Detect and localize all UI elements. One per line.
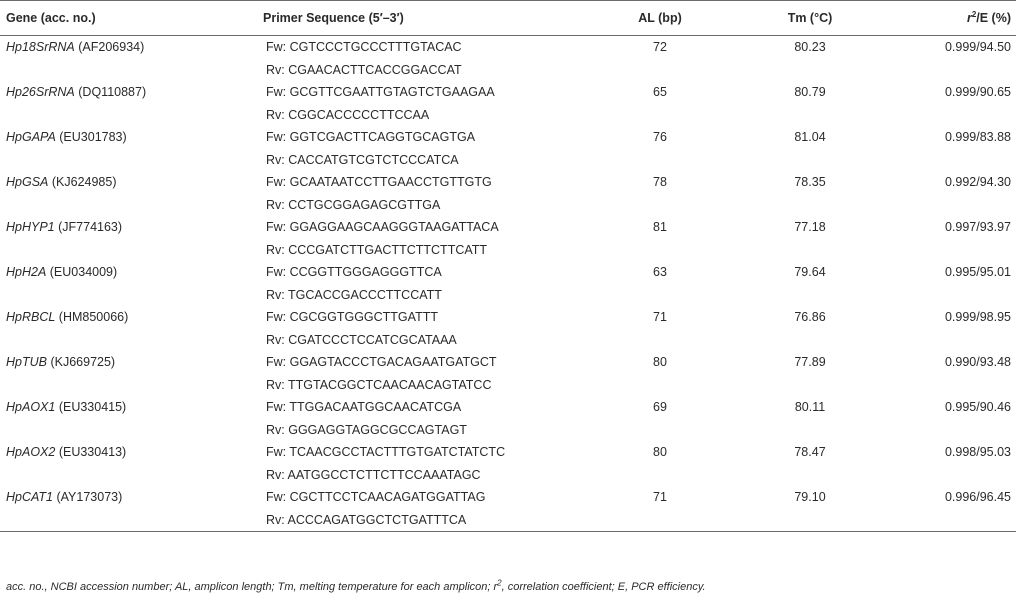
gene-cell [0,216,257,239]
empty-cell [890,59,1016,82]
table-row-fw [0,261,1016,284]
empty-cell [890,104,1016,127]
empty-cell [890,509,1016,532]
r2-efficiency: 0.990/93.48 [944,355,1011,370]
accession-number: (HM850066) [55,310,129,325]
header-al: AL (bp) [590,1,730,36]
header-row [0,1,1016,36]
accession-number: (AF206934) [74,40,145,55]
empty-cell [0,374,257,397]
reverse-primer: Rv: CGATCCCTCCATCGCATAAA [266,332,457,347]
table-row-rv [0,284,1016,307]
empty-cell [730,104,890,127]
forward-primer: Fw: GGAGTACCCTGACAGAATGATGCT [266,355,497,370]
table-row-fw [0,396,1016,419]
table-row-rv [0,329,1016,352]
melting-temperature: 78.47 [794,445,826,460]
table-row-fw [0,171,1016,194]
empty-cell [0,464,257,487]
accession-number: (EU330413) [55,445,127,460]
empty-cell [0,194,257,217]
empty-cell [890,194,1016,217]
header-r2e [890,1,1016,36]
reverse-primer: Rv: CACCATGTCGTCTCCCATCA [266,152,459,167]
gene-cell [0,396,257,419]
table-row-fw [0,351,1016,374]
empty-cell [590,284,730,307]
empty-cell [590,464,730,487]
empty-cell [590,329,730,352]
table-row-fw [0,81,1016,104]
table-row-fw [0,441,1016,464]
empty-cell [890,239,1016,262]
header-primer: Primer Sequence (5′–3′) [257,1,590,36]
gene-cell [0,486,257,509]
table-row-fw [0,306,1016,329]
forward-primer: Fw: CGCTTCCTCAACAGATGGATTAG [266,490,486,505]
gene-cell [0,171,257,194]
amplicon-length: 76 [653,130,667,145]
gene-name: HpRBCL [6,310,56,325]
empty-cell [0,104,257,127]
gene-cell [0,261,257,284]
empty-cell [0,329,257,352]
accession-number: (AY173073) [53,490,123,505]
forward-primer: Fw: GCAATAATCCTTGAACCTGTTGTG [266,175,492,190]
amplicon-length: 71 [653,310,667,325]
empty-cell [730,149,890,172]
reverse-primer: Rv: CCTGCGGAGAGCGTTGA [266,197,441,212]
forward-primer: Fw: CCGGTTGGGAGGGTTCA [266,265,442,280]
empty-cell [890,464,1016,487]
gene-name: HpAOX1 [6,400,56,415]
gene-cell [0,81,257,104]
header-tm: Tm (°C) [730,1,890,36]
r2-efficiency: 0.992/94.30 [944,175,1011,190]
empty-cell [590,239,730,262]
table-row-rv [0,149,1016,172]
melting-temperature: 76.86 [794,310,826,325]
reverse-primer: Rv: CGGCACCCCCTTCCAA [266,107,430,122]
gene-cell [0,441,257,464]
accession-number: (JF774163) [54,220,123,235]
empty-cell [590,194,730,217]
header-gene: Gene (acc. no.) [0,1,257,36]
empty-cell [730,239,890,262]
amplicon-length: 69 [653,400,667,415]
empty-cell [590,509,730,532]
gene-cell [0,306,257,329]
melting-temperature: 78.35 [794,175,826,190]
empty-cell [590,374,730,397]
footnote-text-part2: , correlation coefficient; E, PCR efficiency. [501,581,706,593]
reverse-primer: Rv: TGCACCGACCCTTCCATT [266,287,442,302]
gene-name: Hp26SrRNA [6,85,75,100]
reverse-primer: Rv: CCCGATCTTGACTTCTTCTTCATT [266,242,488,257]
forward-primer: Fw: TTGGACAATGGCAACATCGA [266,400,462,415]
amplicon-length: 80 [653,445,667,460]
empty-cell [730,509,890,532]
gene-name: HpCAT1 [6,490,54,505]
empty-cell [890,419,1016,442]
forward-primer: Fw: GGAGGAAGCAAGGGTAAGATTACA [266,220,499,235]
r2-efficiency: 0.999/94.50 [944,40,1011,55]
reverse-primer: Rv: GGGAGGTAGGCGCCAGTAGT [266,422,467,437]
empty-cell [730,284,890,307]
forward-primer: Fw: TCAACGCCTACTTTGTGATCTATCTC [266,445,506,460]
table-row-rv [0,104,1016,127]
reverse-primer: Rv: ACCCAGATGGCTCTGATTTCA [257,509,590,532]
melting-temperature: 79.10 [794,490,826,505]
gene-name: HpGAPA [6,130,56,145]
gene-name: Hp18SrRNA [6,40,75,55]
r2-efficiency: 0.999/83.88 [944,130,1011,145]
amplicon-length: 71 [653,490,667,505]
empty-cell [730,464,890,487]
table-row-fw [0,216,1016,239]
r2-efficiency: 0.995/95.01 [944,265,1011,280]
amplicon-length: 81 [653,220,667,235]
melting-temperature: 77.89 [794,355,826,370]
empty-cell [590,149,730,172]
r2-efficiency: 0.999/98.95 [944,310,1011,325]
accession-number: (EU034009) [46,265,118,280]
accession-number: (KJ669725) [46,355,116,370]
table-row-fw [0,486,1016,509]
melting-temperature: 77.18 [794,220,826,235]
gene-name: HpAOX2 [6,445,56,460]
forward-primer: Fw: GCGTTCGAATTGTAGTCTGAAGAA [266,85,495,100]
table-row-rv [0,194,1016,217]
accession-number: (EU301783) [55,130,127,145]
header-r2-symbol: r [966,11,972,25]
gene-cell [0,36,257,59]
accession-number: (KJ624985) [48,175,117,190]
reverse-primer: Rv: AATGGCCTCTTCTTCCAAATAGC [266,467,481,482]
amplicon-length: 78 [653,175,667,190]
accession-number: (DQ110887) [74,85,147,100]
table-row-rv [0,419,1016,442]
amplicon-length: 65 [653,85,667,100]
gene-cell [0,351,257,374]
empty-cell [890,149,1016,172]
empty-cell [590,104,730,127]
footnote-text-part1: acc. no., NCBI accession number; AL, amplicon length; Tm, melting temperature for each amplicon; r [6,581,498,593]
empty-cell [590,59,730,82]
footnote-superscript: 2 [497,578,502,588]
empty-cell [890,284,1016,307]
table-row-fw [0,36,1016,59]
melting-temperature: 79.64 [794,265,826,280]
empty-cell [0,239,257,262]
table-row-rv [0,509,1016,532]
amplicon-length: 63 [653,265,667,280]
empty-cell [0,149,257,172]
r2-efficiency: 0.997/93.97 [944,220,1011,235]
table-body [0,36,1016,532]
table-footnote [6,578,706,593]
reverse-primer: Rv: TTGTACGGCTCAACAACAGTATCC [266,377,492,392]
empty-cell [730,419,890,442]
gene-name: HpH2A [6,265,47,280]
melting-temperature: 80.23 [794,40,826,55]
melting-temperature: 80.79 [794,85,826,100]
empty-cell [730,329,890,352]
table-row-rv [0,239,1016,262]
header-r2-superscript: 2 [971,9,977,19]
gene-name: HpGSA [6,175,49,190]
melting-temperature: 80.11 [794,400,826,415]
accession-number: (EU330415) [55,400,127,415]
r2-efficiency: 0.995/90.46 [944,400,1011,415]
empty-cell [590,419,730,442]
r2-efficiency: 0.998/95.03 [944,445,1011,460]
table-row-rv [0,59,1016,82]
empty-cell [730,194,890,217]
amplicon-length: 72 [653,40,667,55]
header-r2e-rest: /E (%) [976,11,1011,25]
empty-cell [0,284,257,307]
table-row-rv [0,374,1016,397]
forward-primer: Fw: CGTCCCTGCCCTTTGTACAC [266,40,462,55]
melting-temperature: 81.04 [794,130,826,145]
forward-primer: Fw: GGTCGACTTCAGGTGCAGTGA [266,130,476,145]
amplicon-length: 80 [653,355,667,370]
gene-name: HpHYP1 [6,220,55,235]
empty-cell [0,509,257,532]
r2-efficiency: 0.999/90.65 [944,85,1011,100]
empty-cell [0,59,257,82]
table-header [0,1,1016,36]
gene-name: HpTUB [6,355,47,370]
empty-cell [890,374,1016,397]
empty-cell [890,329,1016,352]
gene-cell [0,126,257,149]
empty-cell [0,419,257,442]
r2-efficiency: 0.996/96.45 [944,490,1011,505]
reverse-primer: Rv: CGAACACTTCACCGGACCAT [266,62,462,77]
empty-cell [730,374,890,397]
forward-primer: Fw: CGCGGTGGGCTTGATTT [266,310,438,325]
table-row-rv [0,464,1016,487]
table-row-fw [0,126,1016,149]
empty-cell [730,59,890,82]
